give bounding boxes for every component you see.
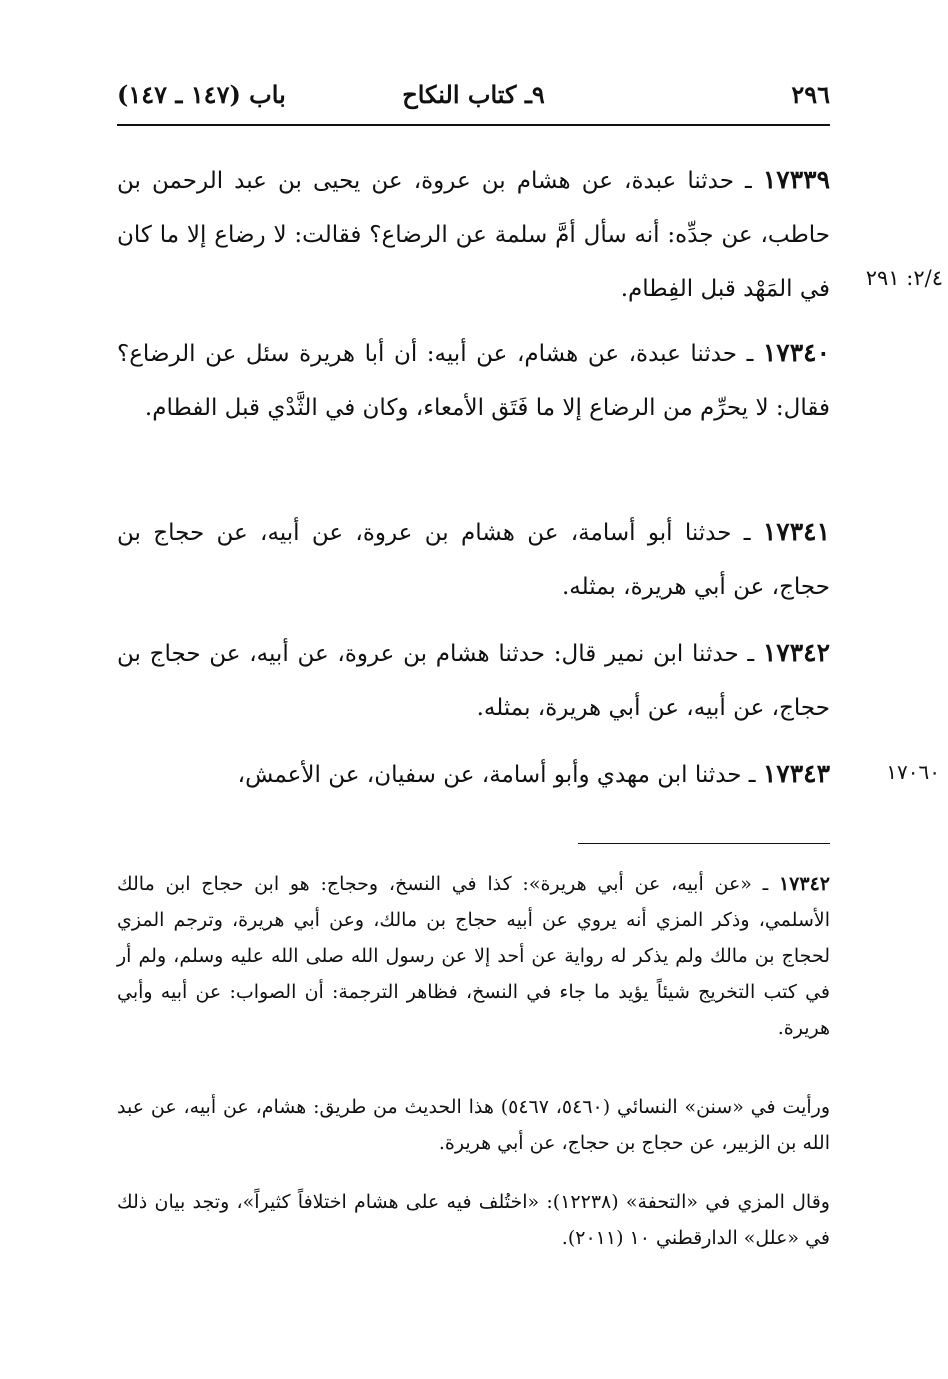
- hadith-text: ـ حدثنا أبو أسامة، عن هشام بن عروة، عن أبيه، عن حجاج بن حجاج، عن أبي هريرة، بمثله.: [117, 520, 830, 600]
- footnote-text: وقال المزي في «التحفة» (١٢٢٣٨): «اختُلف فيه على هشام اختلافاً كثيراً»، وتجد بيان ذلك في «علل» الدارقطني ١٠ (٢٠١١).: [117, 1191, 830, 1249]
- hadith-number: ١٧٣٣٩: [762, 165, 830, 194]
- hadith-text: ـ حدثنا ابن نمير قال: حدثنا هشام بن عروة، عن أبيه، عن حجاج بن حجاج، عن أبيه، عن أبي هريرة، بمثله.: [117, 641, 830, 721]
- footnote-paragraph: [117, 1089, 830, 1161]
- hadith-number: ١٧٣٤٠: [762, 338, 830, 367]
- hadith-text: ـ حدثنا عبدة، عن هشام، عن أبيه: أن أبا هريرة سئل عن الرضاع؟ فقال: لا يحرِّم من الرضاع إلا ما فَتَق الأمعاء، وكان في الثَّدْي قبل الفطام.: [117, 341, 830, 421]
- footnote-text: ـ «عن أبيه، عن أبي هريرة»: كذا في النسخ، وحجاج: هو ابن حجاج ابن مالك الأسلمي، وذكر المزي أنه يروي عن أبيه حجاج بن مالك، وعن أبي هريرة، وترجم المزي لحجاج بن مالك ولم يذكر له رواية عن أحد إلا عن رسول الله صلى الله عليه وسلم، ولم أر في كتب التخريج شيئاً يؤيد ما جاء في النسخ، فظاهر الترجمة: أن الصواب: عن أبيه وأبي هريرة.: [117, 873, 830, 1039]
- footnote-number: ١٧٣٤٢: [778, 873, 830, 895]
- hadith-number: ١٧٣٤٣: [762, 759, 830, 788]
- page-header: [117, 80, 830, 122]
- hadith-17343: [117, 747, 830, 802]
- hadith-text: ـ حدثنا عبدة، عن هشام بن عروة، عن يحيى بن عبد الرحمن بن حاطب، عن جدِّه: أنه سأل أمَّ سلمة عن الرضاع؟ فقالت: لا رضاع إلا ما كان في المَهْد قبل الفِطام.: [117, 168, 830, 302]
- footnote-text: ورأيت في «سنن» النسائي (٥٤٦٠، ٥٤٦٧) هذا الحديث من طريق: هشام، عن أبيه، عن عبد الله بن الزبير، عن حجاج بن حجاج، عن أبي هريرة.: [117, 1096, 830, 1154]
- page-number: ٢٩٦: [791, 80, 830, 109]
- margin-reference: ٢/٤: ٢٩١: [865, 266, 943, 290]
- hadith-text: ـ حدثنا ابن مهدي وأبو أسامة، عن سفيان، عن الأعمش،: [237, 762, 763, 788]
- hadith-17339: [117, 153, 830, 316]
- margin-reference: ١٧٠٦٠: [886, 760, 940, 784]
- footnote-17342: [117, 866, 830, 1046]
- book-title: ٩ـ كتاب النكاح: [402, 80, 545, 109]
- hadith-17341: [117, 505, 830, 614]
- hadith-number: ١٧٣٤٢: [762, 638, 830, 667]
- chapter-reference: باب (١٤٧ ـ ١٤٧): [117, 80, 286, 109]
- hadith-number: ١٧٣٤١: [762, 517, 830, 546]
- hadith-17340: [117, 326, 830, 435]
- header-divider: [117, 124, 830, 126]
- hadith-17342: [117, 626, 830, 735]
- footnote-divider: [578, 843, 830, 844]
- footnote-paragraph: [117, 1184, 830, 1256]
